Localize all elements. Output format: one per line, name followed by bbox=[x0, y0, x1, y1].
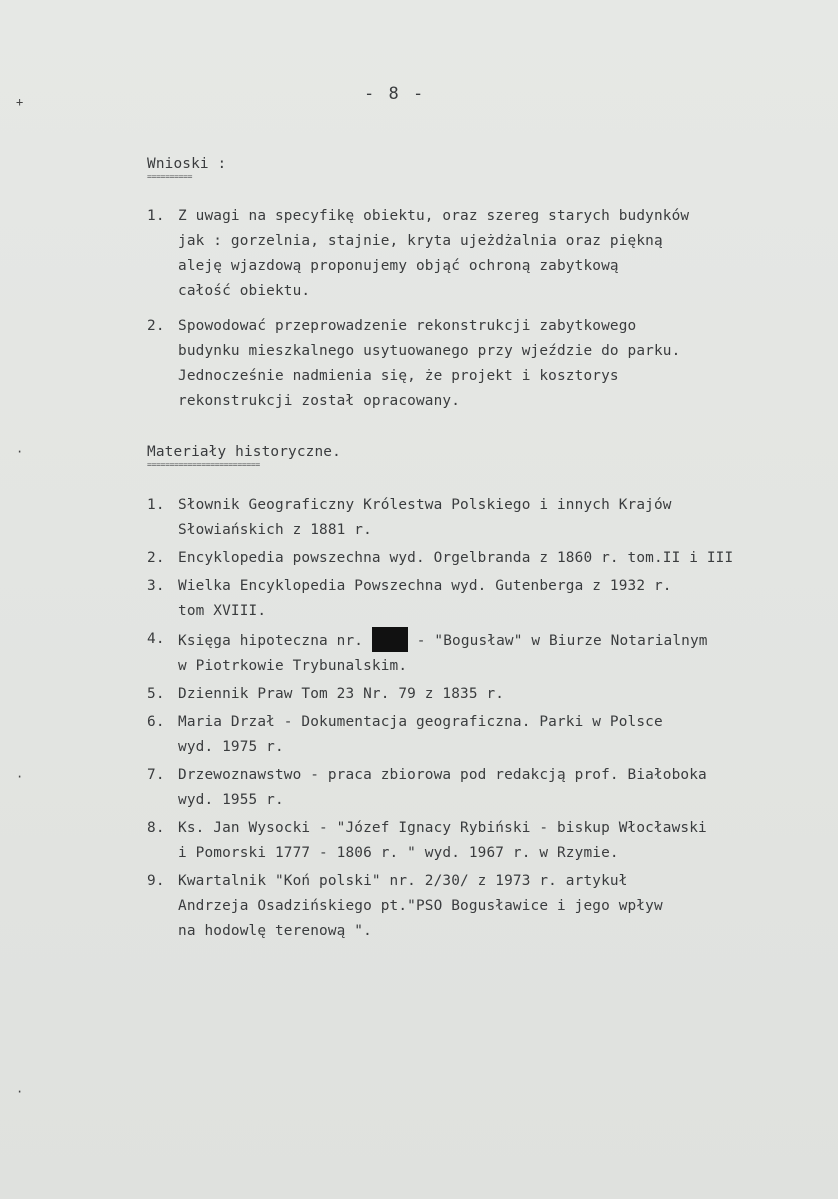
item-line: Ks. Jan Wysocki - "Józef Ignacy Rybiński - biskup Włocławski bbox=[178, 820, 707, 836]
item-line: całość obiektu. bbox=[178, 283, 311, 299]
item-line: Drzewoznawstwo - praca zbiorowa pod redakcją prof. Białoboka bbox=[178, 767, 707, 783]
item-line-text: - "Bogusław" w Biurze Notarialnym bbox=[416, 633, 708, 649]
item-line: Kwartalnik "Koń polski" nr. 2/30/ z 1973 r. artykuł bbox=[178, 873, 628, 889]
item-number: 4. bbox=[147, 631, 165, 647]
material-item bbox=[147, 546, 733, 571]
redaction-block bbox=[372, 627, 408, 652]
material-item bbox=[147, 493, 733, 543]
item-number: 2. bbox=[147, 318, 165, 334]
materials-heading bbox=[147, 440, 341, 469]
item-number: 2. bbox=[147, 550, 165, 566]
materials-list bbox=[147, 493, 733, 947]
material-item bbox=[147, 710, 733, 760]
item-number: 5. bbox=[147, 686, 165, 702]
material-item bbox=[147, 627, 733, 679]
material-item bbox=[147, 869, 733, 944]
conclusions-heading bbox=[147, 152, 226, 181]
item-line: aleję wjazdową proponujemy objąć ochroną zabytkową bbox=[178, 258, 619, 274]
item-line: na hodowlę terenową ". bbox=[178, 923, 372, 939]
item-number: 7. bbox=[147, 767, 165, 783]
item-line: Wielka Encyklopedia Powszechna wyd. Gutenberga z 1932 r. bbox=[178, 578, 672, 594]
item-line: Z uwagi na specyfikę obiektu, oraz szereg starych budynków bbox=[178, 208, 690, 224]
conclusion-item bbox=[147, 204, 689, 304]
item-line: Jednocześnie nadmienia się, że projekt i kosztorys bbox=[178, 368, 619, 384]
item-line: jak : gorzelnia, stajnie, kryta ujeżdżalnia oraz piękną bbox=[178, 233, 663, 249]
item-line: wyd. 1955 r. bbox=[178, 792, 284, 808]
margin-mark-icon: · bbox=[16, 1085, 24, 1099]
item-number: 8. bbox=[147, 820, 165, 836]
item-line: tom XVIII. bbox=[178, 603, 267, 619]
materials-heading-underline: ========================= bbox=[147, 460, 260, 469]
page-number: - 8 - bbox=[364, 84, 426, 104]
item-line: Encyklopedia powszechna wyd. Orgelbranda z 1860 r. tom.II i III bbox=[178, 550, 734, 566]
item-line: wyd. 1975 r. bbox=[178, 739, 284, 755]
item-number: 1. bbox=[147, 497, 165, 513]
item-line: Andrzeja Osadzińskiego pt."PSO Bogusławice i jego wpływ bbox=[178, 898, 663, 914]
conclusions-heading-underline: ========== bbox=[147, 172, 193, 181]
item-line: rekonstrukcji został opracowany. bbox=[178, 393, 461, 409]
item-line: Spowodować przeprowadzenie rekonstrukcji zabytkowego bbox=[178, 318, 637, 334]
conclusions-heading-text: Wnioski : bbox=[147, 156, 227, 172]
margin-mark-icon: + bbox=[16, 95, 24, 109]
material-item bbox=[147, 682, 733, 707]
material-item bbox=[147, 574, 733, 624]
conclusions-list bbox=[147, 204, 689, 424]
item-line: Dziennik Praw Tom 23 Nr. 79 z 1835 r. bbox=[178, 686, 505, 702]
item-number: 1. bbox=[147, 208, 165, 224]
item-number: 3. bbox=[147, 578, 165, 594]
item-line bbox=[178, 627, 733, 654]
item-number: 6. bbox=[147, 714, 165, 730]
conclusion-item bbox=[147, 314, 689, 414]
item-line: budynku mieszkalnego usytuowanego przy wjeździe do parku. bbox=[178, 343, 681, 359]
item-line: i Pomorski 1777 - 1806 r. " wyd. 1967 r. w Rzymie. bbox=[178, 845, 619, 861]
item-line-text: Księga hipoteczna nr. bbox=[178, 633, 364, 649]
item-line: Maria Drzał - Dokumentacja geograficzna. Parki w Polsce bbox=[178, 714, 663, 730]
item-line: Słownik Geograficzny Królestwa Polskiego i innych Krajów bbox=[178, 497, 672, 513]
item-line: w Piotrkowie Trybunalskim. bbox=[178, 658, 408, 674]
margin-mark-icon: · bbox=[16, 445, 24, 459]
margin-mark-icon: · bbox=[16, 770, 24, 784]
materials-heading-text: Materiały historyczne. bbox=[147, 444, 341, 460]
material-item bbox=[147, 816, 733, 866]
item-line: Słowiańskich z 1881 r. bbox=[178, 522, 372, 538]
item-number: 9. bbox=[147, 873, 165, 889]
material-item bbox=[147, 763, 733, 813]
